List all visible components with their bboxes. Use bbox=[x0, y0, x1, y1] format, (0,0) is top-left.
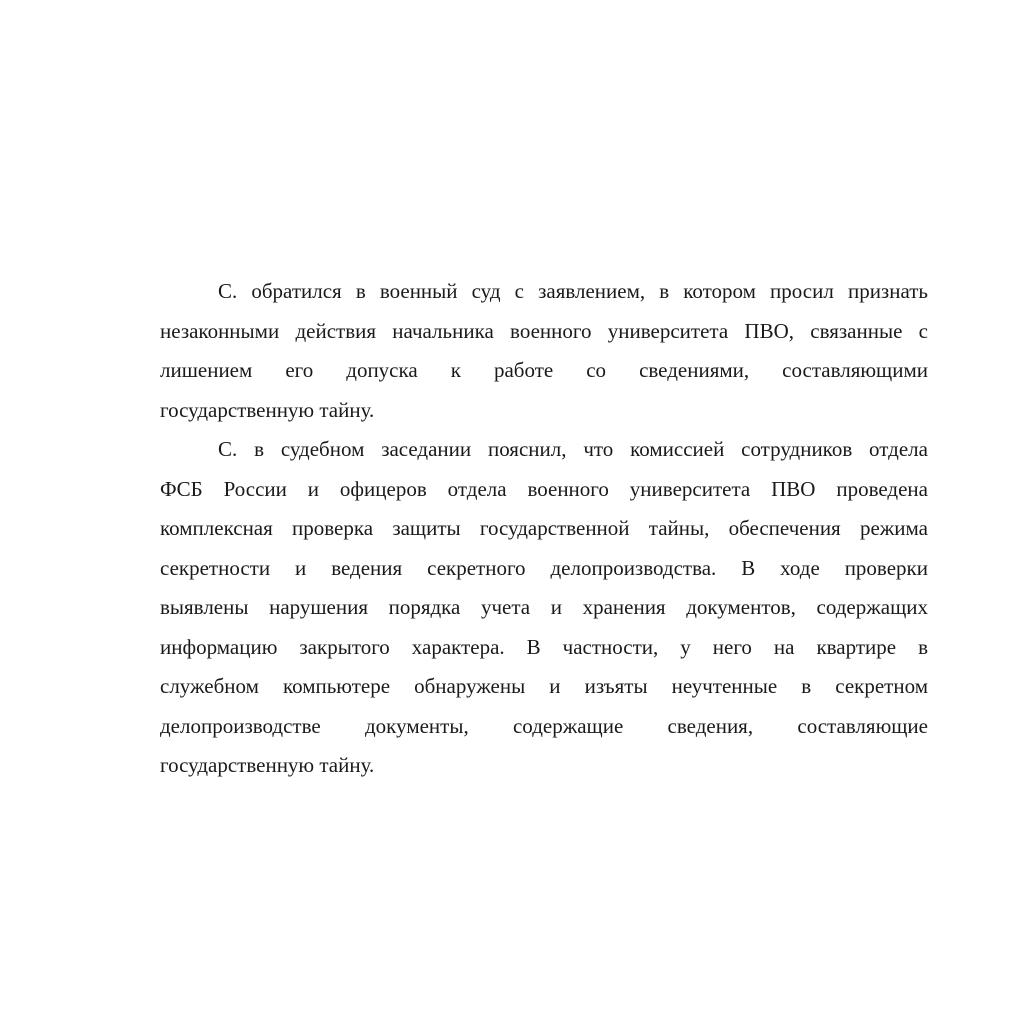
text-line: служебном компьютере обнаружены и изъяты неучтенные в секретном bbox=[160, 674, 928, 698]
paragraph-2 bbox=[160, 430, 928, 786]
text-line: лишением его допуска к работе со сведениями, составляющими bbox=[160, 358, 928, 382]
text-line: выявлены нарушения порядка учета и хранения документов, содержащих bbox=[160, 595, 928, 619]
text-line: ФСБ России и офицеров отдела военного университета ПВО проведена bbox=[160, 476, 928, 501]
text-line: делопроизводстве документы, содержащие сведения, составляющие bbox=[160, 713, 928, 738]
text-line: секретности и ведения секретного делопроизводства. В ходе проверки bbox=[160, 555, 928, 580]
paragraph-1 bbox=[160, 272, 928, 430]
text-line: информацию закрытого характера. В частности, у него на квартире в bbox=[160, 634, 928, 659]
text-line: незаконными действия начальника военного университета ПВО, связанные с bbox=[160, 318, 928, 343]
document-page bbox=[160, 272, 928, 786]
text-line: С. в судебном заседании пояснил, что комиссией сотрудников отдела bbox=[218, 437, 928, 461]
text-line: С. обратился в военный суд с заявлением, в котором просил признать bbox=[218, 279, 928, 303]
text-line: государственную тайну. bbox=[160, 753, 375, 777]
text-line: государственную тайну. bbox=[160, 397, 375, 422]
text-line: комплексная проверка защиты государственной тайны, обеспечения режима bbox=[160, 516, 928, 540]
